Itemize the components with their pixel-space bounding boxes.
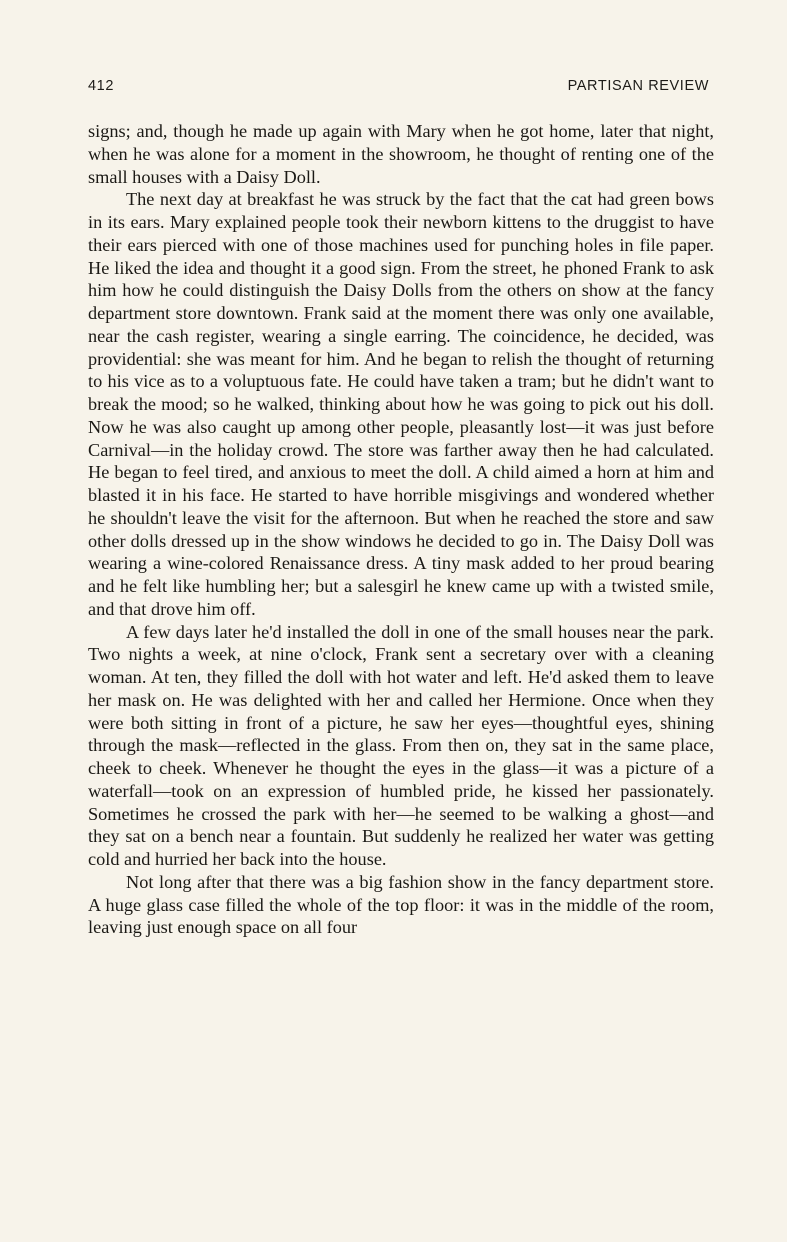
running-head xyxy=(88,78,709,98)
paragraph: The next day at breakfast he was struck by the fact that the cat had green bows in its ears. Mary explained people took their newborn kittens to the druggist to have their ears pierced with one of those machines used for punching holes in file paper. He liked the idea and thought it a good sign. From the street, he phoned Frank to ask him how he could distinguish the Daisy Dolls from the others on show at the fancy department store downtown. Frank said at the moment there was only one available, near the cash register, wearing a single earring. The coincidence, he decided, was providential: she was meant for him. And he began to relish the thought of returning to his vice as to a voluptuous fate. He could have taken a tram; but he didn't want to break the mood; so he walked, thinking about how he was going to pick out his doll. Now he was also caught up among other people, pleasantly lost—it was just before Carnival—in the holiday crowd. The store was farther away then he had calculated. He began to feel tired, and anxious to meet the doll. A child aimed a horn at him and blasted it in his face. He started to have horrible misgivings and wondered whether he shouldn't leave the visit for the afternoon. But when he reached the store and saw other dolls dressed up in the show windows he decided to go in. The Daisy Doll was wearing a wine-colored Renaissance dress. A tiny mask added to her proud bearing and he felt like humbling her; but a salesgirl he knew came up with a twisted smile, and that drove him off. xyxy=(88,189,714,619)
journal-title: PARTISAN REVIEW xyxy=(567,78,709,94)
paragraph: Not long after that there was a big fashion show in the fancy department store. A huge glass case filled the whole of the top floor: it was in the middle of the room, leaving just enough space on all four xyxy=(88,871,714,938)
page-number: 412 xyxy=(88,78,114,94)
paragraph-continued: signs; and, though he made up again with Mary when he got home, later that night, when he was alone for a moment in the showroom, he thought of renting one of the small houses with a Daisy Doll. xyxy=(88,121,714,187)
body-text xyxy=(88,120,714,939)
paragraph: A few days later he'd installed the doll in one of the small houses near the park. Two nights a week, at nine o'clock, Frank sent a secretary over with a cleaning woman. At ten, they filled the doll with hot water and left. He'd asked them to leave her mask on. He was delighted with her and called her Hermione. Once when they were both sitting in front of a picture, he saw her eyes—thoughtful eyes, shining through the mask—reflected in the glass. From then on, they sat in the same place, cheek to cheek. Whenever he thought the eyes in the glass—it was a picture of a waterfall—took on an expression of humbled pride, he kissed her passionately. Sometimes he crossed the park with her—he seemed to be walking a ghost—and they sat on a bench near a fountain. But suddenly he realized her water was getting cold and hurried her back into the house. xyxy=(88,621,714,869)
